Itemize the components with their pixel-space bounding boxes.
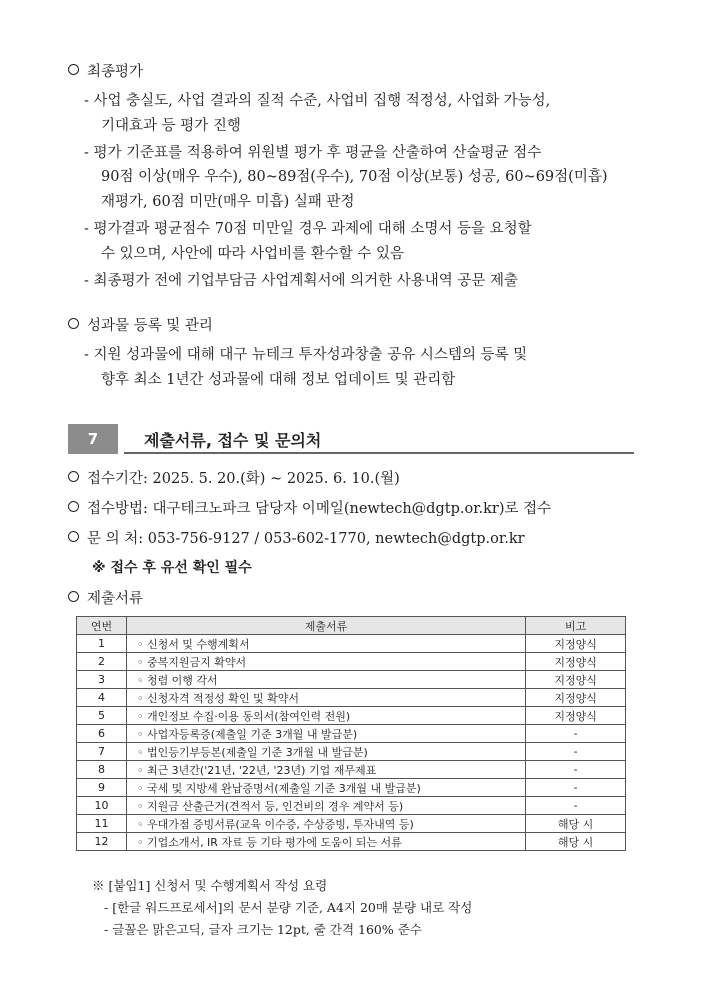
final-eval-item-2-line-1: - 평가 기준표를 적용하여 위원별 평가 후 평균을 산출하여 산술평균 점수 [84, 145, 542, 161]
row-number: 10 [77, 797, 127, 815]
row-number: 8 [77, 761, 127, 779]
circle-bullet-icon [68, 501, 79, 512]
document-cell [126, 707, 525, 725]
remark-cell: 지정양식 [526, 707, 626, 725]
document-name: 기업소개서, IR 자료 등 기타 평가에 도움이 되는 서류 [146, 835, 402, 849]
documents-table [76, 616, 626, 851]
footnote-title: ※ [붙임1] 신청서 및 수행계획서 작성 요령 [92, 878, 328, 893]
row-number: 12 [77, 833, 127, 851]
document-name: 지원금 산출근거(견적서 등, 인건비의 경우 계약서 등) [146, 799, 404, 813]
docs-heading: 제출서류 [68, 587, 143, 608]
remark-cell: 지정양식 [526, 671, 626, 689]
document-name: 최근 3년간('21년, '22년, '23년) 기업 재무제표 [146, 763, 377, 777]
table-row [77, 815, 626, 833]
table-row [77, 725, 626, 743]
small-circle-bullet-icon: ◦ [136, 655, 147, 669]
row-number: 6 [77, 725, 127, 743]
row-number: 11 [77, 815, 127, 833]
contact-info: 문 의 처: 053-756-9127 / 053-602-1770, newtech@dgtp.or.kr [68, 527, 525, 548]
section-number: 7 [68, 424, 118, 454]
table-header-row [77, 617, 626, 635]
receipt-period: 접수기간: 2025. 5. 20.(화) ~ 2025. 6. 10.(월) [68, 467, 400, 488]
final-eval-item-1-line-2: 기대효과 등 평가 진행 [101, 118, 241, 134]
document-name: 법인등기부등본(제출일 기준 3개월 내 발급분) [146, 745, 368, 759]
table-row [77, 707, 626, 725]
circle-bullet-icon [68, 591, 79, 602]
row-number: 5 [77, 707, 127, 725]
circle-bullet-icon [68, 471, 79, 482]
small-circle-bullet-icon: ◦ [136, 781, 147, 795]
remark-cell: 지정양식 [526, 653, 626, 671]
document-cell [126, 761, 525, 779]
document-name: 국세 및 지방세 완납증명서(제출일 기준 3개월 내 발급분) [146, 781, 421, 795]
row-number: 1 [77, 635, 127, 653]
final-eval-item-4-line-1: - 최종평가 전에 기업부담금 사업계획서에 의거한 사용내역 공문 제출 [84, 273, 518, 289]
small-circle-bullet-icon: ◦ [136, 709, 147, 723]
document-cell [126, 635, 525, 653]
remark-cell: - [526, 743, 626, 761]
circle-bullet-icon [68, 318, 79, 329]
final-eval-heading: 최종평가 [68, 60, 143, 81]
small-circle-bullet-icon: ◦ [136, 835, 147, 849]
document-cell [126, 779, 525, 797]
circle-bullet-icon [68, 64, 79, 75]
final-eval-item-2-line-3: 재평가, 60점 미만(매우 미흡) 실패 판정 [101, 194, 355, 210]
document-cell [126, 815, 525, 833]
row-number: 4 [77, 689, 127, 707]
col-header-remark: 비고 [526, 617, 626, 635]
document-cell [126, 797, 525, 815]
small-circle-bullet-icon: ◦ [136, 637, 147, 651]
small-circle-bullet-icon: ◦ [136, 745, 147, 759]
table-row [77, 779, 626, 797]
table-row [77, 743, 626, 761]
table-row [77, 833, 626, 851]
receipt-method: 접수방법: 대구테크노파크 담당자 이메일(newtech@dgtp.or.kr)로 접수 [68, 497, 551, 518]
final-eval-item-3-line-1: - 평가결과 평균점수 70점 미만일 경우 과제에 대해 소명서 등을 요청할 [84, 221, 532, 237]
table-row [77, 671, 626, 689]
small-circle-bullet-icon: ◦ [136, 763, 147, 777]
remark-cell: - [526, 797, 626, 815]
footnote-item-2: - 글꼴은 맑은고딕, 글자 크기는 12pt, 줄 간격 160% 준수 [104, 922, 422, 937]
remark-cell: 지정양식 [526, 635, 626, 653]
section-title: 제출서류, 접수 및 문의처 [144, 431, 322, 450]
remark-cell: 해당 시 [526, 833, 626, 851]
table-row [77, 635, 626, 653]
remark-cell: - [526, 779, 626, 797]
document-cell [126, 671, 525, 689]
document-cell [126, 743, 525, 761]
document-name: 신청서 및 수행계획서 [146, 637, 250, 651]
document-name: 중복지원금지 확약서 [146, 655, 247, 669]
row-number: 9 [77, 779, 127, 797]
outcome-item-1-line-1: - 지원 성과물에 대해 대구 뉴테크 투자성과창출 공유 시스템의 등록 및 [84, 347, 528, 363]
small-circle-bullet-icon: ◦ [136, 799, 147, 813]
table-row [77, 653, 626, 671]
row-number: 7 [77, 743, 127, 761]
document-cell [126, 833, 525, 851]
section-7-header [68, 424, 634, 454]
col-header-no: 연번 [77, 617, 127, 635]
document-name: 사업자등록증(제출일 기준 3개월 내 발급분) [146, 727, 358, 741]
final-eval-item-3-line-2: 수 있으며, 사안에 따라 사업비를 환수할 수 있음 [101, 246, 405, 262]
row-number: 3 [77, 671, 127, 689]
document-cell [126, 653, 525, 671]
phone-confirm-note: ※ 접수 후 유선 확인 필수 [92, 560, 252, 576]
document-cell [126, 725, 525, 743]
small-circle-bullet-icon: ◦ [136, 727, 147, 741]
document-name: 우대가점 증빙서류(교육 이수증, 수상증빙, 투자내역 등) [146, 817, 414, 831]
remark-cell: - [526, 725, 626, 743]
col-header-docs: 제출서류 [126, 617, 525, 635]
remark-cell: - [526, 761, 626, 779]
table-row [77, 761, 626, 779]
outcome-item-1-line-2: 향후 최소 1년간 성과물에 대해 정보 업데이트 및 관리함 [101, 372, 456, 388]
document-cell [126, 689, 525, 707]
final-eval-item-2-line-2: 90점 이상(매우 우수), 80~89점(우수), 70점 이상(보통) 성공, 60~69점(미흡) [101, 169, 608, 185]
table-row [77, 797, 626, 815]
document-name: 신청자격 적정성 확인 및 확약서 [146, 691, 300, 705]
small-circle-bullet-icon: ◦ [136, 673, 147, 687]
small-circle-bullet-icon: ◦ [136, 817, 147, 831]
remark-cell: 지정양식 [526, 689, 626, 707]
table-row [77, 689, 626, 707]
row-number: 2 [77, 653, 127, 671]
document-name: 개인정보 수집·이용 동의서(참여인력 전원) [146, 709, 351, 723]
final-eval-item-1-line-1: - 사업 충실도, 사업 결과의 질적 수준, 사업비 집행 적정성, 사업화 가능성, [84, 93, 551, 109]
outcome-heading: 성과물 등록 및 관리 [68, 314, 213, 335]
small-circle-bullet-icon: ◦ [136, 691, 147, 705]
document-name: 청렴 이행 각서 [146, 673, 218, 687]
section-rule [124, 452, 634, 454]
circle-bullet-icon [68, 531, 79, 542]
remark-cell: 해당 시 [526, 815, 626, 833]
footnote-item-1: - [한글 워드프로세서]의 문서 분량 기준, A4지 20매 분량 내로 작성 [104, 900, 473, 915]
